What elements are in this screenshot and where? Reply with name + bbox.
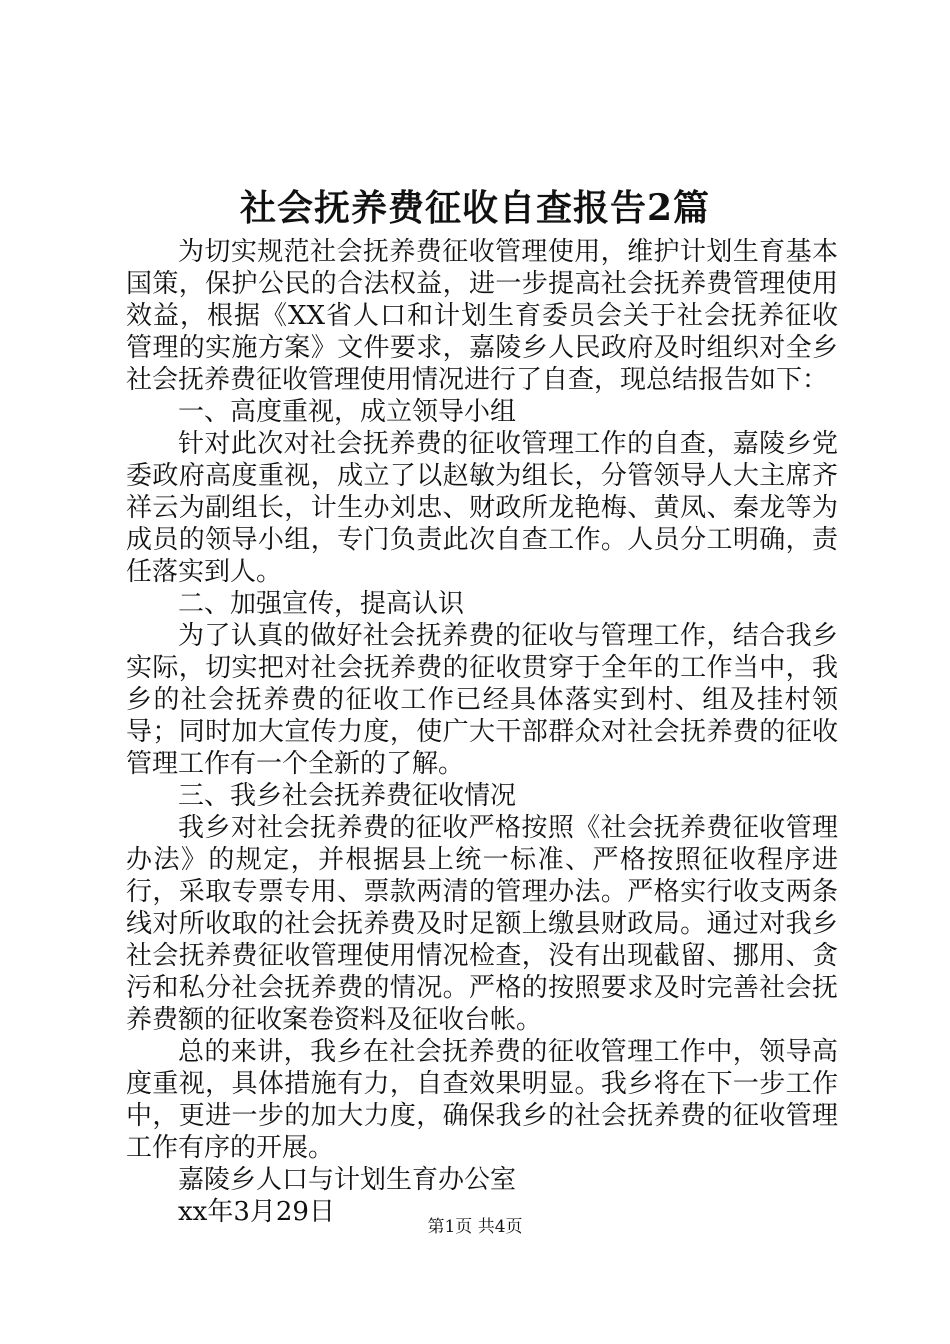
section-paragraph-1: 针对此次对社会抚养费的征收管理工作的自查，嘉陵乡党委政府高度重视，成立了以赵敏为组长，分管领导人大主席齐祥云为副组长，计生办刘忠、财政所龙艳梅、黄凤、秦龙等为成员的领导小组，专门负责此次自查工作。人员分工明确，责任落实到人。 [126,429,838,587]
page-footer: 第1页 共4页 [427,1217,523,1237]
section-paragraph-3: 我乡对社会抚养费的征收严格按照《社会抚养费征收管理办法》的规定，并根据县上统一标准、严格按照征收程序进行，采取专票专用、票款两清的管理办法。严格实行收支两条线对所收取的社会抚养费及时足额上缴县财政局。通过对我乡社会抚养费征收管理使用情况检查，没有出现截留、挪用、贪污和私分社会抚养费的情况。严格的按照要求及时完善社会抚养费额的征收案卷资料及征收台帐。 [126,813,838,1035]
section-heading-2: 二、加强宣传，提高认识 [178,589,465,619]
signature-office: 嘉陵乡人口与计划生育办公室 [178,1165,517,1195]
section-heading-1: 一、高度重视，成立领导小组 [178,397,517,427]
intro-paragraph: 为切实规范社会抚养费征收管理使用，维护计划生育基本国策，保护公民的合法权益，进一步提高社会抚养费管理使用效益，根据《XX省人口和计划生育委员会关于社会抚养征收管理的实施方案》文件要求，嘉陵乡人民政府及时组织对全乡社会抚养费征收管理使用情况进行了自查，现总结报告如下： [126,237,838,395]
section-paragraph-2: 为了认真的做好社会抚养费的征收与管理工作，结合我乡实际，切实把对社会抚养费的征收贯穿于全年的工作当中，我乡的社会抚养费的征收工作已经具体落实到村、组及挂村领导；同时加大宣传力度，使广大干部群众对社会抚养费的征收管理工作有一个全新的了解。 [126,621,838,779]
document-title: 社会抚养费征收自查报告2篇 [239,187,711,229]
document-body [126,236,838,1228]
summary-paragraph: 总的来讲，我乡在社会抚养费的征收管理工作中，领导高度重视，具体措施有力，自查效果明显。我乡将在下一步工作中，更进一步的加大力度，确保我乡的社会抚养费的征收管理工作有序的开展。 [126,1037,838,1163]
signature-date: xx年3月29日 [178,1197,335,1227]
section-heading-3: 三、我乡社会抚养费征收情况 [178,781,517,811]
